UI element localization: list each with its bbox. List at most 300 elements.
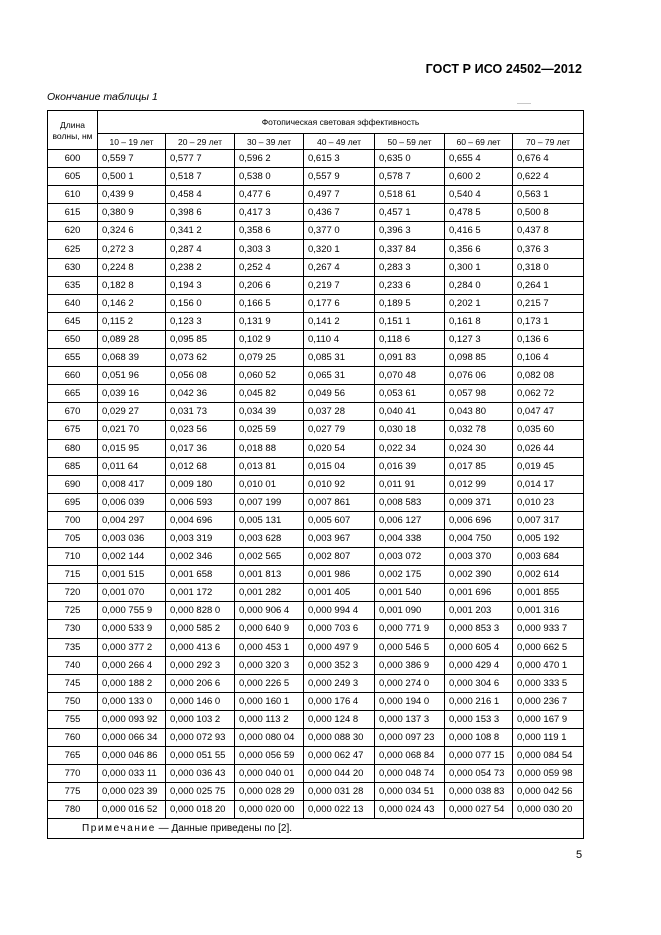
efficiency-cell: 0,008 583 xyxy=(375,493,445,511)
efficiency-cell: 0,001 172 xyxy=(166,584,235,602)
efficiency-cell: 0,000 051 55 xyxy=(166,747,235,765)
efficiency-cell: 0,000 040 01 xyxy=(235,765,304,783)
wavelength-cell: 690 xyxy=(48,475,98,493)
efficiency-cell: 0,049 56 xyxy=(304,385,375,403)
wavelength-cell: 610 xyxy=(48,186,98,204)
efficiency-cell: 0,000 133 0 xyxy=(98,692,166,710)
efficiency-cell: 0,000 137 3 xyxy=(375,710,445,728)
efficiency-cell: 0,000 605 4 xyxy=(445,638,513,656)
efficiency-cell: 0,000 108 8 xyxy=(445,729,513,747)
efficiency-cell: 0,000 853 3 xyxy=(445,620,513,638)
efficiency-cell: 0,102 9 xyxy=(235,330,304,348)
efficiency-cell: 0,437 8 xyxy=(513,222,584,240)
efficiency-cell: 0,001 658 xyxy=(166,566,235,584)
efficiency-cell: 0,000 546 5 xyxy=(375,638,445,656)
efficiency-cell: 0,095 85 xyxy=(166,330,235,348)
wavelength-cell: 775 xyxy=(48,783,98,801)
wavelength-cell: 680 xyxy=(48,439,98,457)
efficiency-cell: 0,015 04 xyxy=(304,457,375,475)
efficiency-cell: 0,001 090 xyxy=(375,602,445,620)
efficiency-cell: 0,015 95 xyxy=(98,439,166,457)
efficiency-cell: 0,559 7 xyxy=(98,150,166,168)
efficiency-cell: 0,000 194 0 xyxy=(375,692,445,710)
efficiency-cell: 0,287 4 xyxy=(166,240,235,258)
efficiency-cell: 0,011 91 xyxy=(375,475,445,493)
efficiency-cell: 0,398 6 xyxy=(166,204,235,222)
efficiency-cell: 0,177 6 xyxy=(304,294,375,312)
efficiency-cell: 0,000 333 5 xyxy=(513,674,584,692)
efficiency-cell: 0,272 3 xyxy=(98,240,166,258)
efficiency-cell: 0,008 417 xyxy=(98,475,166,493)
efficiency-cell: 0,000 016 52 xyxy=(98,801,166,819)
efficiency-cell: 0,000 640 9 xyxy=(235,620,304,638)
efficiency-cell: 0,000 429 4 xyxy=(445,656,513,674)
wavelength-cell: 715 xyxy=(48,566,98,584)
efficiency-cell: 0,000 097 23 xyxy=(375,729,445,747)
table-row xyxy=(48,638,584,656)
efficiency-cell: 0,000 044 20 xyxy=(304,765,375,783)
efficiency-cell: 0,000 386 9 xyxy=(375,656,445,674)
table-row xyxy=(48,674,584,692)
efficiency-cell: 0,377 0 xyxy=(304,222,375,240)
efficiency-cell: 0,002 175 xyxy=(375,566,445,584)
table-row xyxy=(48,186,584,204)
wavelength-cell: 735 xyxy=(48,638,98,656)
wavelength-cell: 695 xyxy=(48,493,98,511)
efficiency-cell: 0,003 628 xyxy=(235,529,304,547)
efficiency-cell: 0,002 614 xyxy=(513,566,584,584)
efficiency-cell: 0,123 3 xyxy=(166,312,235,330)
efficiency-cell: 0,042 36 xyxy=(166,385,235,403)
table-row xyxy=(48,493,584,511)
efficiency-cell: 0,076 06 xyxy=(445,367,513,385)
efficiency-cell: 0,000 320 3 xyxy=(235,656,304,674)
efficiency-cell: 0,284 0 xyxy=(445,276,513,294)
wavelength-cell: 675 xyxy=(48,421,98,439)
efficiency-cell: 0,538 0 xyxy=(235,168,304,186)
efficiency-cell: 0,341 2 xyxy=(166,222,235,240)
efficiency-cell: 0,000 828 0 xyxy=(166,602,235,620)
efficiency-cell: 0,029 27 xyxy=(98,403,166,421)
efficiency-cell: 0,000 072 93 xyxy=(166,729,235,747)
wavelength-cell: 740 xyxy=(48,656,98,674)
table-row xyxy=(48,168,584,186)
table-row xyxy=(48,656,584,674)
wavelength-cell: 700 xyxy=(48,511,98,529)
wavelength-cell: 725 xyxy=(48,602,98,620)
efficiency-cell: 0,000 771 9 xyxy=(375,620,445,638)
efficiency-cell: 0,497 7 xyxy=(304,186,375,204)
efficiency-cell: 0,000 080 04 xyxy=(235,729,304,747)
efficiency-cell: 0,000 352 3 xyxy=(304,656,375,674)
page-number: 5 xyxy=(576,849,583,861)
efficiency-cell: 0,206 6 xyxy=(235,276,304,294)
efficiency-cell: 0,477 6 xyxy=(235,186,304,204)
efficiency-cell: 0,000 124 8 xyxy=(304,710,375,728)
table-row xyxy=(48,439,584,457)
table-row xyxy=(48,385,584,403)
table-row xyxy=(48,602,584,620)
wavelength-cell: 750 xyxy=(48,692,98,710)
table-row xyxy=(48,330,584,348)
efficiency-cell: 0,500 8 xyxy=(513,204,584,222)
efficiency-cell: 0,011 64 xyxy=(98,457,166,475)
efficiency-cell: 0,012 68 xyxy=(166,457,235,475)
age-group-header: 60 – 69 лет xyxy=(445,134,513,150)
efficiency-cell: 0,000 585 2 xyxy=(166,620,235,638)
efficiency-cell: 0,194 3 xyxy=(166,276,235,294)
efficiency-cell: 0,000 018 20 xyxy=(166,801,235,819)
efficiency-cell: 0,000 028 29 xyxy=(235,783,304,801)
efficiency-cell: 0,655 4 xyxy=(445,150,513,168)
efficiency-cell: 0,376 3 xyxy=(513,240,584,258)
efficiency-cell: 0,238 2 xyxy=(166,258,235,276)
efficiency-cell: 0,127 3 xyxy=(445,330,513,348)
efficiency-cell: 0,416 5 xyxy=(445,222,513,240)
efficiency-cell: 0,000 304 6 xyxy=(445,674,513,692)
efficiency-cell: 0,007 861 xyxy=(304,493,375,511)
efficiency-cell: 0,000 088 30 xyxy=(304,729,375,747)
wavelength-cell: 780 xyxy=(48,801,98,819)
efficiency-cell: 0,202 1 xyxy=(445,294,513,312)
efficiency-cell: 0,146 2 xyxy=(98,294,166,312)
efficiency-cell: 0,622 4 xyxy=(513,168,584,186)
document-header: ГОСТ Р ИСО 24502—2012 xyxy=(425,62,582,76)
efficiency-cell: 0,001 405 xyxy=(304,584,375,602)
efficiency-cell: 0,118 6 xyxy=(375,330,445,348)
efficiency-cell: 0,017 85 xyxy=(445,457,513,475)
efficiency-cell: 0,035 60 xyxy=(513,421,584,439)
age-group-header: 20 – 29 лет xyxy=(166,134,235,150)
efficiency-cell: 0,478 5 xyxy=(445,204,513,222)
efficiency-cell: 0,047 47 xyxy=(513,403,584,421)
efficiency-cell: 0,000 453 1 xyxy=(235,638,304,656)
efficiency-cell: 0,004 696 xyxy=(166,511,235,529)
table-row xyxy=(48,457,584,475)
age-group-header: 10 – 19 лет xyxy=(98,134,166,150)
efficiency-cell: 0,001 203 xyxy=(445,602,513,620)
efficiency-cell: 0,000 146 0 xyxy=(166,692,235,710)
wavelength-cell: 685 xyxy=(48,457,98,475)
efficiency-cell: 0,320 1 xyxy=(304,240,375,258)
efficiency-cell: 0,615 3 xyxy=(304,150,375,168)
efficiency-cell: 0,131 9 xyxy=(235,312,304,330)
table-row xyxy=(48,548,584,566)
efficiency-cell: 0,000 048 74 xyxy=(375,765,445,783)
efficiency-cell: 0,034 39 xyxy=(235,403,304,421)
efficiency-cell: 0,079 25 xyxy=(235,349,304,367)
wavelength-cell: 670 xyxy=(48,403,98,421)
efficiency-cell: 0,000 906 4 xyxy=(235,602,304,620)
wavelength-cell: 760 xyxy=(48,729,98,747)
efficiency-cell: 0,098 85 xyxy=(445,349,513,367)
efficiency-cell: 0,004 750 xyxy=(445,529,513,547)
wavelength-cell: 630 xyxy=(48,258,98,276)
note-prefix: Примечание xyxy=(82,823,156,835)
age-group-header-row xyxy=(48,134,584,150)
efficiency-cell: 0,002 144 xyxy=(98,548,166,566)
efficiency-cell: 0,000 023 39 xyxy=(98,783,166,801)
efficiency-cell: 0,233 6 xyxy=(375,276,445,294)
efficiency-cell: 0,005 131 xyxy=(235,511,304,529)
efficiency-cell: 0,635 0 xyxy=(375,150,445,168)
efficiency-cell: 0,136 6 xyxy=(513,330,584,348)
efficiency-cell: 0,003 370 xyxy=(445,548,513,566)
table-row xyxy=(48,204,584,222)
efficiency-cell: 0,300 1 xyxy=(445,258,513,276)
efficiency-cell: 0,039 16 xyxy=(98,385,166,403)
efficiency-cell: 0,002 807 xyxy=(304,548,375,566)
efficiency-cell: 0,001 070 xyxy=(98,584,166,602)
efficiency-cell: 0,017 36 xyxy=(166,439,235,457)
efficiency-cell: 0,056 08 xyxy=(166,367,235,385)
efficiency-cell: 0,000 188 2 xyxy=(98,674,166,692)
table-row xyxy=(48,276,584,294)
efficiency-cell: 0,141 2 xyxy=(304,312,375,330)
age-group-header: 70 – 79 лет xyxy=(513,134,584,150)
efficiency-cell: 0,518 61 xyxy=(375,186,445,204)
table-row xyxy=(48,729,584,747)
efficiency-cell: 0,356 6 xyxy=(445,240,513,258)
efficiency-cell: 0,676 4 xyxy=(513,150,584,168)
efficiency-cell: 0,000 292 3 xyxy=(166,656,235,674)
efficiency-cell: 0,003 036 xyxy=(98,529,166,547)
efficiency-cell: 0,018 88 xyxy=(235,439,304,457)
age-group-header: 40 – 49 лет xyxy=(304,134,375,150)
wavelength-cell: 665 xyxy=(48,385,98,403)
wavelength-cell: 655 xyxy=(48,349,98,367)
efficiency-cell: 0,577 7 xyxy=(166,150,235,168)
efficiency-cell: 0,068 39 xyxy=(98,349,166,367)
efficiency-cell: 0,010 23 xyxy=(513,493,584,511)
efficiency-cell: 0,001 515 xyxy=(98,566,166,584)
efficiency-cell: 0,000 470 1 xyxy=(513,656,584,674)
efficiency-cell: 0,000 034 51 xyxy=(375,783,445,801)
efficiency-cell: 0,010 92 xyxy=(304,475,375,493)
efficiency-cell: 0,001 813 xyxy=(235,566,304,584)
efficiency-cell: 0,016 39 xyxy=(375,457,445,475)
efficiency-cell: 0,106 4 xyxy=(513,349,584,367)
table-row xyxy=(48,620,584,638)
efficiency-cell: 0,001 986 xyxy=(304,566,375,584)
efficiency-cell: 0,219 7 xyxy=(304,276,375,294)
efficiency-cell: 0,318 0 xyxy=(513,258,584,276)
table-body xyxy=(48,150,584,819)
efficiency-cell: 0,000 703 6 xyxy=(304,620,375,638)
efficiency-cell: 0,000 236 7 xyxy=(513,692,584,710)
efficiency-cell: 0,000 206 6 xyxy=(166,674,235,692)
table-row xyxy=(48,403,584,421)
table-row xyxy=(48,584,584,602)
efficiency-cell: 0,000 030 20 xyxy=(513,801,584,819)
efficiency-cell: 0,000 038 83 xyxy=(445,783,513,801)
efficiency-cell: 0,002 390 xyxy=(445,566,513,584)
table-row xyxy=(48,367,584,385)
table-row xyxy=(48,150,584,168)
efficiency-cell: 0,000 249 3 xyxy=(304,674,375,692)
efficiency-cell: 0,000 025 75 xyxy=(166,783,235,801)
efficiency-cell: 0,189 5 xyxy=(375,294,445,312)
efficiency-cell: 0,000 413 6 xyxy=(166,638,235,656)
efficiency-cell: 0,000 160 1 xyxy=(235,692,304,710)
efficiency-cell: 0,000 062 47 xyxy=(304,747,375,765)
table-row xyxy=(48,529,584,547)
efficiency-cell: 0,151 1 xyxy=(375,312,445,330)
efficiency-cell: 0,600 2 xyxy=(445,168,513,186)
efficiency-cell: 0,000 113 2 xyxy=(235,710,304,728)
efficiency-cell: 0,557 9 xyxy=(304,168,375,186)
efficiency-cell: 0,267 4 xyxy=(304,258,375,276)
efficiency-cell: 0,000 020 00 xyxy=(235,801,304,819)
table-note xyxy=(48,819,584,839)
efficiency-cell: 0,458 4 xyxy=(166,186,235,204)
efficiency-cell: 0,000 031 28 xyxy=(304,783,375,801)
efficiency-cell: 0,000 933 7 xyxy=(513,620,584,638)
table-row xyxy=(48,240,584,258)
efficiency-cell: 0,000 662 5 xyxy=(513,638,584,656)
wavelength-cell: 615 xyxy=(48,204,98,222)
efficiency-cell: 0,006 127 xyxy=(375,511,445,529)
table-row xyxy=(48,294,584,312)
efficiency-cell: 0,417 3 xyxy=(235,204,304,222)
efficiency-cell: 0,021 70 xyxy=(98,421,166,439)
efficiency-cell: 0,014 17 xyxy=(513,475,584,493)
efficiency-cell: 0,000 027 54 xyxy=(445,801,513,819)
efficiency-cell: 0,578 7 xyxy=(375,168,445,186)
efficiency-cell: 0,000 084 54 xyxy=(513,747,584,765)
efficiency-cell: 0,337 84 xyxy=(375,240,445,258)
efficiency-cell: 0,045 82 xyxy=(235,385,304,403)
wavelength-cell: 625 xyxy=(48,240,98,258)
efficiency-cell: 0,000 216 1 xyxy=(445,692,513,710)
efficiency-cell: 0,037 28 xyxy=(304,403,375,421)
efficiency-cell: 0,005 192 xyxy=(513,529,584,547)
wavelength-column-header: Длина волны, нм xyxy=(48,111,98,150)
table-row xyxy=(48,475,584,493)
efficiency-cell: 0,000 054 73 xyxy=(445,765,513,783)
efficiency-cell: 0,023 56 xyxy=(166,421,235,439)
efficiency-cell: 0,540 4 xyxy=(445,186,513,204)
efficiency-group-header: Фотопическая световая эффективность xyxy=(98,111,584,134)
efficiency-cell: 0,085 31 xyxy=(304,349,375,367)
wavelength-cell: 745 xyxy=(48,674,98,692)
efficiency-cell: 0,252 4 xyxy=(235,258,304,276)
efficiency-cell: 0,110 4 xyxy=(304,330,375,348)
efficiency-cell: 0,001 696 xyxy=(445,584,513,602)
efficiency-cell: 0,007 317 xyxy=(513,511,584,529)
age-group-header: 50 – 59 лет xyxy=(375,134,445,150)
efficiency-cell: 0,215 7 xyxy=(513,294,584,312)
efficiency-cell: 0,115 2 xyxy=(98,312,166,330)
table-row xyxy=(48,566,584,584)
table-row xyxy=(48,801,584,819)
table-row xyxy=(48,421,584,439)
table-row xyxy=(48,710,584,728)
efficiency-cell: 0,000 024 43 xyxy=(375,801,445,819)
table-note-row xyxy=(48,819,584,839)
wavelength-cell: 755 xyxy=(48,710,98,728)
efficiency-cell: 0,009 371 xyxy=(445,493,513,511)
table-row xyxy=(48,349,584,367)
table-row xyxy=(48,312,584,330)
efficiency-cell: 0,062 72 xyxy=(513,385,584,403)
efficiency-cell: 0,396 3 xyxy=(375,222,445,240)
wavelength-cell: 730 xyxy=(48,620,98,638)
efficiency-cell: 0,000 059 98 xyxy=(513,765,584,783)
wavelength-cell: 710 xyxy=(48,548,98,566)
efficiency-cell: 0,000 533 9 xyxy=(98,620,166,638)
age-group-header: 30 – 39 лет xyxy=(235,134,304,150)
efficiency-cell: 0,010 01 xyxy=(235,475,304,493)
efficiency-cell: 0,000 167 9 xyxy=(513,710,584,728)
efficiency-cell: 0,019 45 xyxy=(513,457,584,475)
table-row xyxy=(48,222,584,240)
efficiency-cell: 0,264 1 xyxy=(513,276,584,294)
efficiency-cell: 0,089 28 xyxy=(98,330,166,348)
wavelength-cell: 705 xyxy=(48,529,98,547)
efficiency-cell: 0,003 319 xyxy=(166,529,235,547)
efficiency-cell: 0,012 99 xyxy=(445,475,513,493)
efficiency-cell: 0,000 266 4 xyxy=(98,656,166,674)
table-row xyxy=(48,511,584,529)
table-caption: Окончание таблицы 1 xyxy=(47,91,158,103)
efficiency-cell: 0,000 274 0 xyxy=(375,674,445,692)
note-text: — Данные приведены по [2]. xyxy=(155,823,292,835)
efficiency-cell: 0,000 119 1 xyxy=(513,729,584,747)
efficiency-cell: 0,518 7 xyxy=(166,168,235,186)
efficiency-cell: 0,173 1 xyxy=(513,312,584,330)
scan-artifact xyxy=(517,103,531,104)
table-row xyxy=(48,783,584,801)
efficiency-cell: 0,003 967 xyxy=(304,529,375,547)
efficiency-cell: 0,003 072 xyxy=(375,548,445,566)
efficiency-cell: 0,003 684 xyxy=(513,548,584,566)
efficiency-cell: 0,053 61 xyxy=(375,385,445,403)
wavelength-cell: 640 xyxy=(48,294,98,312)
luminous-efficiency-table xyxy=(47,110,584,839)
efficiency-cell: 0,000 176 4 xyxy=(304,692,375,710)
efficiency-cell: 0,000 093 92 xyxy=(98,710,166,728)
wavelength-cell: 600 xyxy=(48,150,98,168)
efficiency-cell: 0,161 8 xyxy=(445,312,513,330)
wavelength-cell: 620 xyxy=(48,222,98,240)
wavelength-cell: 660 xyxy=(48,367,98,385)
efficiency-cell: 0,091 83 xyxy=(375,349,445,367)
efficiency-cell: 0,013 81 xyxy=(235,457,304,475)
table-row xyxy=(48,258,584,276)
wavelength-cell: 770 xyxy=(48,765,98,783)
efficiency-cell: 0,166 5 xyxy=(235,294,304,312)
efficiency-cell: 0,000 755 9 xyxy=(98,602,166,620)
efficiency-cell: 0,082 08 xyxy=(513,367,584,385)
efficiency-cell: 0,001 540 xyxy=(375,584,445,602)
efficiency-cell: 0,283 3 xyxy=(375,258,445,276)
efficiency-cell: 0,000 153 3 xyxy=(445,710,513,728)
efficiency-cell: 0,020 54 xyxy=(304,439,375,457)
efficiency-cell: 0,025 59 xyxy=(235,421,304,439)
efficiency-cell: 0,002 346 xyxy=(166,548,235,566)
wavelength-cell: 645 xyxy=(48,312,98,330)
efficiency-cell: 0,000 068 84 xyxy=(375,747,445,765)
wavelength-cell: 605 xyxy=(48,168,98,186)
efficiency-cell: 0,051 96 xyxy=(98,367,166,385)
efficiency-cell: 0,500 1 xyxy=(98,168,166,186)
efficiency-cell: 0,000 066 34 xyxy=(98,729,166,747)
efficiency-cell: 0,006 039 xyxy=(98,493,166,511)
efficiency-cell: 0,006 593 xyxy=(166,493,235,511)
efficiency-cell: 0,030 18 xyxy=(375,421,445,439)
efficiency-cell: 0,027 79 xyxy=(304,421,375,439)
